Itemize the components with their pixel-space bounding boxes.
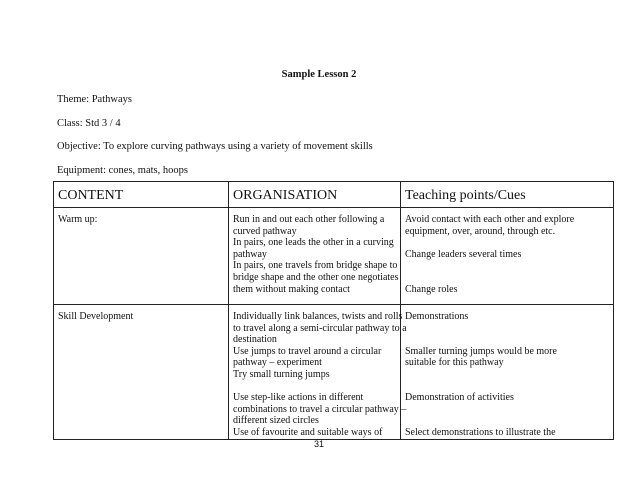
skill-content-cell <box>54 305 229 440</box>
skill-organisation-cell <box>229 305 407 440</box>
table-row-skill <box>54 305 614 440</box>
skill-org-line: Use step-like actions in different <box>233 392 364 404</box>
skill-cue-line: suitable for this pathway <box>405 357 504 369</box>
skill-org-line: Try small turning jumps <box>233 368 330 380</box>
skill-org-line: Use of favourite and suitable ways of <box>233 426 383 438</box>
warmup-content: Warm up: <box>58 214 98 225</box>
skill-content: Skill Development <box>58 311 134 322</box>
warmup-content-cell <box>54 208 229 305</box>
warmup-org-line: In pairs, one travels from bridge shape to <box>233 260 398 272</box>
warmup-org-line: pathway <box>233 248 267 260</box>
skill-org-line: destination <box>233 334 277 346</box>
header-organisation: ORGANISATION <box>229 182 401 208</box>
skill-org-line: combinations to travel a circular pathway – <box>233 403 407 415</box>
skill-cue-line: Select demonstrations to illustrate the <box>405 426 556 438</box>
warmup-org-line: In pairs, one leads the other in a curving <box>233 237 394 249</box>
equipment-line: Equipment: cones, mats, hoops <box>57 165 188 176</box>
warmup-cue-line: Change roles <box>405 283 458 295</box>
warmup-org-line: curved pathway <box>233 225 297 237</box>
skill-org-line: pathway – experiment <box>233 357 322 369</box>
header-teaching-points: Teaching points/Cues <box>401 182 614 208</box>
skill-org-line: different sized circles <box>233 415 319 427</box>
lesson-title: Sample Lesson 2 <box>281 69 357 80</box>
header-content: CONTENT <box>54 182 229 208</box>
skill-cue-line: Demonstration of activities <box>405 392 514 404</box>
warmup-org-line: them without making contact <box>233 283 350 295</box>
skill-cue-line: Demonstrations <box>405 311 469 322</box>
page-number: 31 <box>313 439 324 449</box>
table-row-warmup <box>54 208 614 305</box>
warmup-organisation-cell <box>229 208 401 305</box>
theme-line: Theme: Pathways <box>57 94 132 105</box>
warmup-cue-line: equipment, over, around, through etc. <box>405 225 556 237</box>
skill-org-line: Individually link balances, twists and rolls <box>233 311 403 322</box>
warmup-cue-line: Change leaders several times <box>405 248 522 260</box>
class-line: Class: Std 3 / 4 <box>57 118 121 129</box>
objective-line: Objective: To explore curving pathways using a variety of movement skills <box>57 141 373 152</box>
warmup-org-line: bridge shape and the other one negotiates <box>233 271 399 283</box>
skill-cue-line: Smaller turning jumps would be more <box>405 345 557 357</box>
lesson-table <box>53 181 614 440</box>
warmup-org-line: Run in and out each other following a <box>233 214 385 225</box>
table-header-row <box>54 182 614 208</box>
skill-cues-cell <box>401 305 614 440</box>
skill-org-line: to travel along a semi-circular pathway to a <box>233 322 407 334</box>
warmup-cue-line: Avoid contact with each other and explore <box>405 214 575 225</box>
warmup-cues-cell <box>401 208 614 305</box>
skill-org-line: Use jumps to travel around a circular <box>233 345 382 357</box>
